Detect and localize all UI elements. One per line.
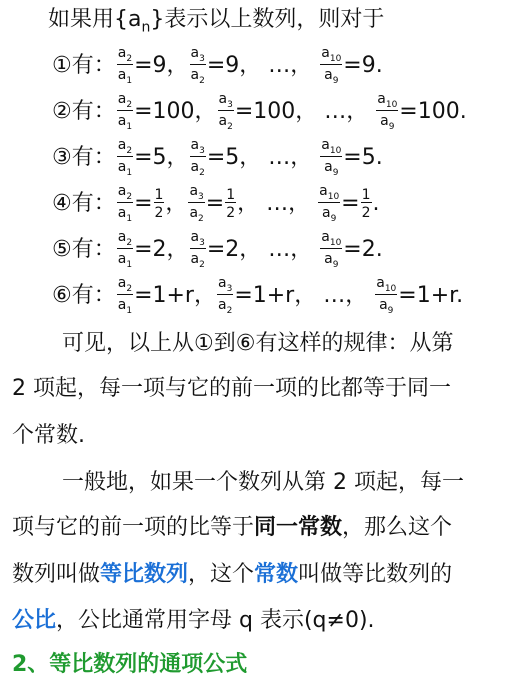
intro-text: 如果用 <box>48 7 115 32</box>
ratio-row: ③有： $\frac{a_2}{a_1}$ =5， $\frac{a_3}{a_2}$ =5， …， $\frac{a_{10}}{a_9}$ =5. <box>52 137 383 178</box>
row-label: ③有： <box>52 144 116 170</box>
ratio-row: ②有： $\frac{a_2}{a_1}$ =100， $\frac{a_3}{a_2}$ =100， …， $\frac{a_{10}}{a_9}$ =100. <box>52 91 467 132</box>
intro-text-rest: 表示以上数列，则对于 <box>164 7 385 32</box>
para2-line2: 项与它的前一项的比等于同一常数，那么这个 <box>12 515 453 540</box>
row-label: ⑤有： <box>52 236 116 262</box>
ratio-row: ④有： $\frac{a_2}{a_1}$ = $\frac{1}{2}$ ， $\frac{a_3}{a_2}$ = $\frac{1}{2}$ ， …， $\frac{a_{10}}{a_9}$ = $\frac{1}{2}$ . <box>52 183 380 224</box>
ratio-fraction: $\frac{a_3}{a_2}$ <box>190 229 205 270</box>
ratio-fraction: $\frac{a_{10}}{a_9}$ <box>377 91 398 132</box>
section-heading: 2、等比数列的通项公式 <box>12 652 248 677</box>
row-label: ①有： <box>52 52 116 78</box>
ratio-fraction: $\frac{a_{10}}{a_9}$ <box>321 137 342 178</box>
ratio-fraction: $\frac{a_3}{a_2}$ <box>190 45 205 86</box>
term-common-ratio: 公比 <box>12 608 57 633</box>
ratio-row: ①有： $\frac{a_2}{a_1}$ =9， $\frac{a_3}{a_2}$ =9， …， $\frac{a_{10}}{a_9}$ =9. <box>52 45 383 86</box>
intro-line <box>48 6 384 41</box>
ratio-fraction: $\frac{a_{10}}{a_9}$ <box>319 183 340 224</box>
para2-line4: 公比，公比通常用字母 q 表示(q≠0). <box>12 608 375 633</box>
para2-line1: 一般地，如果一个数列从第 2 项起，每一 <box>62 470 464 495</box>
ratio-fraction: $\frac{a_2}{a_1}$ <box>117 229 133 270</box>
para1-line2: 2 项起，每一项与它的前一项的比都等于同一 <box>12 376 451 401</box>
row-label: ②有： <box>52 98 116 124</box>
half-fraction: $\frac{1}{2}$ <box>226 186 236 221</box>
ratio-fraction: $\frac{a_{10}}{a_9}$ <box>321 45 342 86</box>
para1-line3: 个常数. <box>12 423 85 448</box>
ratio-fraction: $\frac{a_3}{a_2}$ <box>217 275 233 316</box>
ratio-row: ⑥有： $\frac{a_2}{a_1}$ =1+r， $\frac{a_3}{a_2}$ =1+r， …， $\frac{a_{10}}{a_9}$ =1+r. <box>52 275 464 316</box>
ratio-fraction: $\frac{a_{10}}{a_9}$ <box>376 275 397 316</box>
half-fraction: $\frac{1}{2}$ <box>361 186 371 221</box>
half-fraction: $\frac{1}{2}$ <box>154 186 164 221</box>
row-label: ⑥有： <box>52 282 116 308</box>
ratio-row: ⑤有： $\frac{a_2}{a_1}$ =2， $\frac{a_3}{a_2}$ =2， …， $\frac{a_{10}}{a_9}$ =2. <box>52 229 383 270</box>
para1-line1: 可见，以上从①到⑥有这样的规律：从第 <box>62 331 454 356</box>
ratio-fraction: $\frac{a_3}{a_2}$ <box>189 183 204 224</box>
ratio-fraction: $\frac{a_3}{a_2}$ <box>218 91 233 132</box>
ratio-fraction: $\frac{a_2}{a_1}$ <box>117 91 133 132</box>
ratio-fraction: $\frac{a_3}{a_2}$ <box>190 137 205 178</box>
sequence-notation: $\{a_n\}$ <box>114 7 165 36</box>
row-label: ④有： <box>52 190 116 216</box>
para2-line3: 数列叫做等比数列，这个常数叫做等比数列的 <box>12 562 453 587</box>
ratio-fraction: $\frac{a_2}{a_1}$ <box>117 183 133 224</box>
term-constant: 常数 <box>254 562 299 587</box>
ratio-fraction: $\frac{a_2}{a_1}$ <box>117 45 133 86</box>
ratio-fraction: $\frac{a_2}{a_1}$ <box>117 275 133 316</box>
highlight-same-constant: 同一常数 <box>254 515 343 540</box>
ratio-fraction: $\frac{a_{10}}{a_9}$ <box>321 229 342 270</box>
ratio-fraction: $\frac{a_2}{a_1}$ <box>117 137 133 178</box>
term-geometric-sequence: 等比数列 <box>100 562 189 587</box>
